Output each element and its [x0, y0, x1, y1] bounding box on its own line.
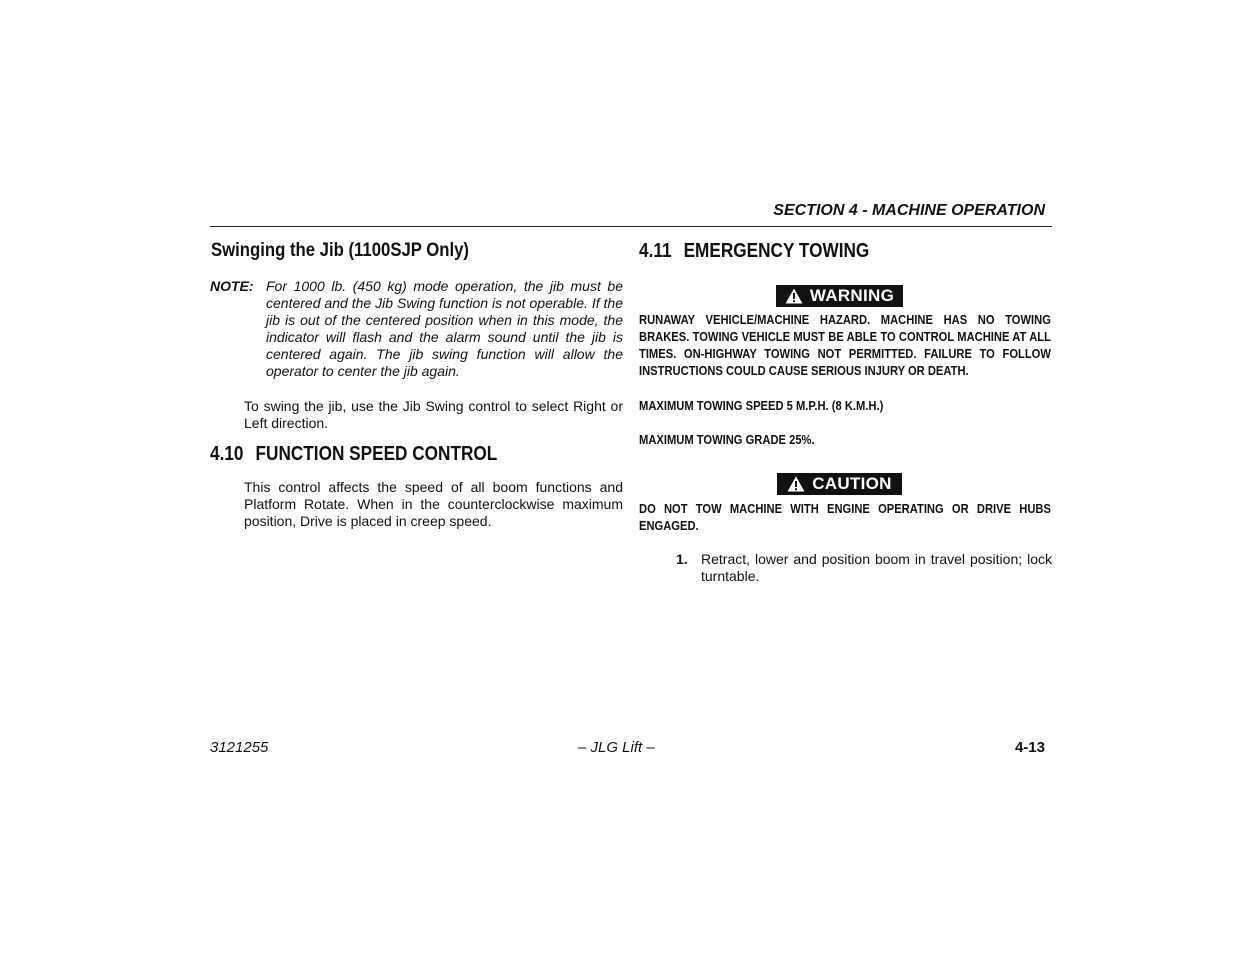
max-towing-grade: MAXIMUM TOWING GRADE 25%.	[639, 432, 815, 447]
section-number: 4.10	[210, 443, 244, 465]
max-towing-speed: MAXIMUM TOWING SPEED 5 M.P.H. (8 K.M.H.)	[639, 398, 884, 413]
step-number: 1.	[676, 551, 688, 567]
note-label: NOTE:	[210, 278, 254, 294]
section-title: EMERGENCY TOWING	[683, 240, 870, 262]
warning-badge	[776, 285, 903, 307]
section-header: SECTION 4 - MACHINE OPERATION	[773, 202, 1045, 219]
warning-text: RUNAWAY VEHICLE/MACHINE HAZARD. MACHINE HAS NO TOWING BRAKES. TOWING VEHICLE MUST BE ABLE TO CONTROL MACHINE AT ALL TIMES. ON-HIGHWAY TOWING NOT PERMITTED. FAILURE TO FOLLOW INSTRUCTIONS COULD CAUSE SERIOUS INJURY OR DEATH.	[639, 312, 1051, 378]
jib-heading: Swinging the Jib (1100SJP Only)	[211, 240, 470, 261]
step-text: Retract, lower and position boom in travel position; lock turntable.	[701, 551, 1052, 584]
jib-swing-paragraph: To swing the jib, use the Jib Swing control to select Right or Left direction.	[244, 398, 623, 431]
section-411-heading	[639, 240, 869, 263]
caution-badge	[777, 473, 902, 495]
warning-label: WARNING	[809, 286, 895, 305]
section-410-heading	[210, 443, 497, 466]
page-number: 4-13	[1014, 739, 1045, 756]
warning-triangle-icon	[785, 288, 803, 304]
caution-label: CAUTION	[812, 474, 892, 493]
header-divider	[210, 226, 1052, 227]
section-title: FUNCTION SPEED CONTROL	[255, 443, 498, 465]
section-number: 4.11	[639, 240, 672, 262]
note-text: For 1000 lb. (450 kg) mode operation, the jib must be centered and the Jib Swing function is not operable. If the jib is out of the centered position when in this mode, the indicator will flash and the alarm sound until the jib is centered again. The jib swing function will allow the operator to center the jib again.	[266, 278, 623, 379]
footer-brand: – JLG Lift –	[578, 739, 655, 756]
speed-control-paragraph: This control affects the speed of all boom functions and Platform Rotate. When in the counterclockwise maximum position, Drive is placed in creep speed.	[244, 479, 623, 529]
document-number: 3121255	[210, 739, 269, 756]
caution-text: DO NOT TOW MACHINE WITH ENGINE OPERATING OR DRIVE HUBS ENGAGED.	[639, 501, 1051, 533]
warning-triangle-icon	[787, 476, 805, 492]
